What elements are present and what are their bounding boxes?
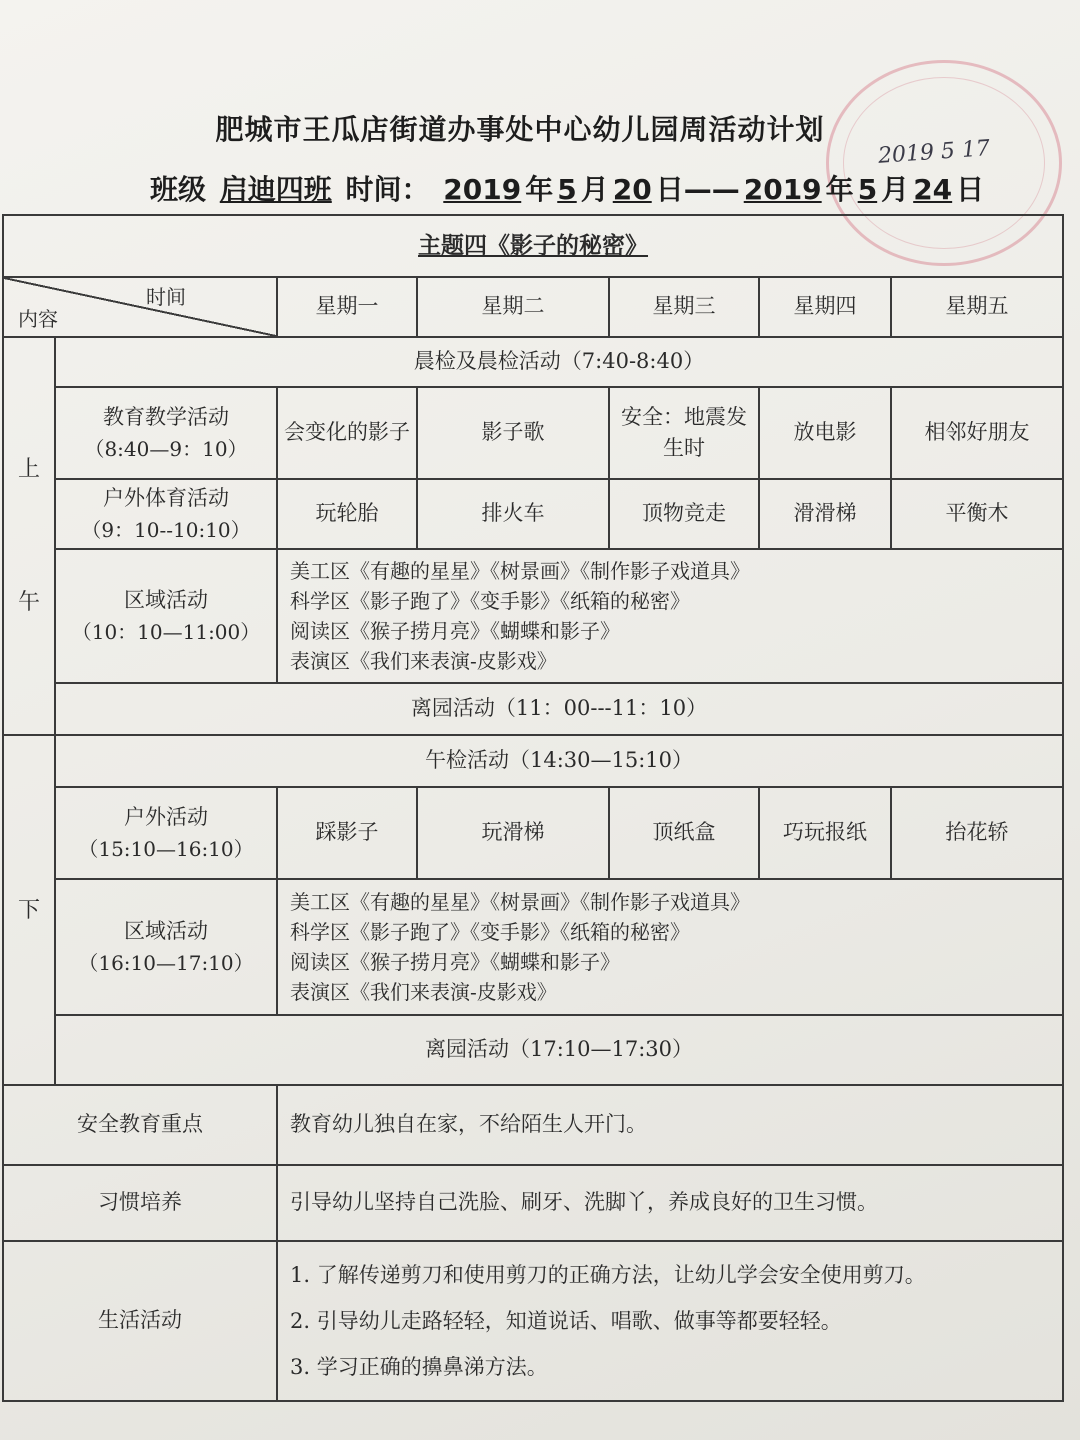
outdoor-thu: 滑滑梯 [759,479,891,549]
end-year: 2019 [743,173,822,206]
month-char-2: 月 [881,173,910,206]
teaching-time: （8:40—9：10） [84,436,248,461]
morning-check: 晨检及晨检活动（7:40-8:40） [55,337,1063,387]
habit-text: 引导幼儿坚持自己洗脸、刷牙、洗脚丫，养成良好的卫生习惯。 [277,1165,1063,1241]
pm-outdoor-name: 户外活动 [124,805,208,830]
afternoon-area-list [277,879,1063,1015]
afternoon-area-label [55,879,277,1015]
list-item: 阅读区《猴子捞月亮》《蝴蝶和影子》 [290,950,620,974]
teaching-wed: 安全：地震发生时 [609,387,759,479]
year-char-2: 年 [825,173,854,206]
morning-area-list [277,549,1063,683]
start-month: 5 [557,173,577,206]
life-label: 生活活动 [3,1241,277,1401]
pm-outdoor-tue: 玩滑梯 [417,787,609,879]
habit-label: 习惯培养 [3,1165,277,1241]
morning-area-time: （10：10—11:00） [71,619,261,644]
start-year: 2019 [443,173,522,206]
outdoor-pe-label [55,479,277,549]
time-label: 时间： [345,173,430,206]
outdoor-wed: 顶物竞走 [609,479,759,549]
morning-area-label [55,549,277,683]
list-item: 美工区《有趣的星星》《树景画》《制作影子戏道具》 [290,559,750,583]
theme-title: 主题四《影子的秘密》 [418,232,649,259]
teaching-mon: 会变化的影子 [277,387,417,479]
afternoon-check: 午检活动（14:30—15:10） [55,735,1063,787]
weekday-tue: 星期二 [417,277,609,337]
theme-cell [3,215,1063,277]
outdoor-pe-name: 户外体育活动 [103,486,229,511]
end-day: 24 [913,173,953,206]
end-month: 5 [857,173,878,206]
safety-text: 教育幼儿独自在家，不给陌生人开门。 [277,1085,1063,1165]
weekday-thu: 星期四 [759,277,891,337]
list-item: 表演区《我们来表演-皮影戏》 [290,980,557,1004]
outdoor-tue: 排火车 [417,479,609,549]
outdoor-mon: 玩轮胎 [277,479,417,549]
pm-outdoor-label [55,787,277,879]
day-char: 日 [655,173,684,206]
list-item: 阅读区《猴子捞月亮》《蝴蝶和影子》 [290,619,620,643]
class-label: 班级 [150,173,207,206]
teaching-fri: 相邻好朋友 [891,387,1063,479]
teaching-tue: 影子歌 [417,387,609,479]
diag-time-label: 时间 [146,285,186,309]
month-char: 月 [580,173,609,206]
morning-leave: 离园活动（11：00---11：10） [55,683,1063,735]
pm-outdoor-thu: 巧玩报纸 [759,787,891,879]
afternoon-area-time: （16:10—17:10） [78,950,254,975]
outdoor-pe-time: （9：10--10:10） [81,517,251,542]
diag-content-label: 内容 [18,307,58,331]
outdoor-fri: 平衡木 [891,479,1063,549]
date-dash: —— [683,173,740,206]
morning-label [3,337,55,735]
morning-area-name: 区域活动 [124,588,208,613]
afternoon-area-name: 区域活动 [124,919,208,944]
afternoon-leave: 离园活动（17:10—17:30） [55,1015,1063,1085]
afternoon-label: 下 [3,735,55,1085]
class-time-line [150,168,984,208]
document-title: 肥城市王瓜店街道办事处中心幼儿园周活动计划 [215,113,825,146]
weekly-plan-table [2,214,1064,1402]
list-item: 表演区《我们来表演-皮影戏》 [290,649,557,673]
start-day: 20 [612,173,652,206]
pm-outdoor-fri: 抬花轿 [891,787,1063,879]
teaching-name: 教育教学活动 [103,405,229,430]
day-char-2: 日 [956,173,985,206]
morning-label-top: 上 [17,457,40,482]
list-item: 3. 学习正确的擤鼻涕方法。 [290,1355,548,1380]
weekday-wed: 星期三 [609,277,759,337]
list-item: 1. 了解传递剪刀和使用剪刀的正确方法，让幼儿学会安全使用剪刀。 [290,1262,926,1287]
pm-outdoor-mon: 踩影子 [277,787,417,879]
safety-label: 安全教育重点 [3,1085,277,1165]
year-char: 年 [525,173,554,206]
handwritten-date: 2019 5 17 [877,136,991,169]
life-list [277,1241,1063,1401]
pm-outdoor-wed: 顶纸盒 [609,787,759,879]
list-item: 2. 引导幼儿走路轻轻，知道说话、唱歌、做事等都要轻轻。 [290,1308,842,1333]
list-item: 科学区《影子跑了》《变手影》《纸箱的秘密》 [290,589,690,613]
weekday-mon: 星期一 [277,277,417,337]
list-item: 科学区《影子跑了》《变手影》《纸箱的秘密》 [290,920,690,944]
pm-outdoor-time: （15:10—16:10） [78,836,254,861]
teaching-thu: 放电影 [759,387,891,479]
diagonal-header [3,277,277,337]
list-item: 美工区《有趣的星星》《树景画》《制作影子戏道具》 [290,890,750,914]
class-value: 启迪四班 [219,173,332,206]
teaching-activity-label [55,387,277,479]
weekday-fri: 星期五 [891,277,1063,337]
morning-label-bottom: 午 [17,590,40,615]
